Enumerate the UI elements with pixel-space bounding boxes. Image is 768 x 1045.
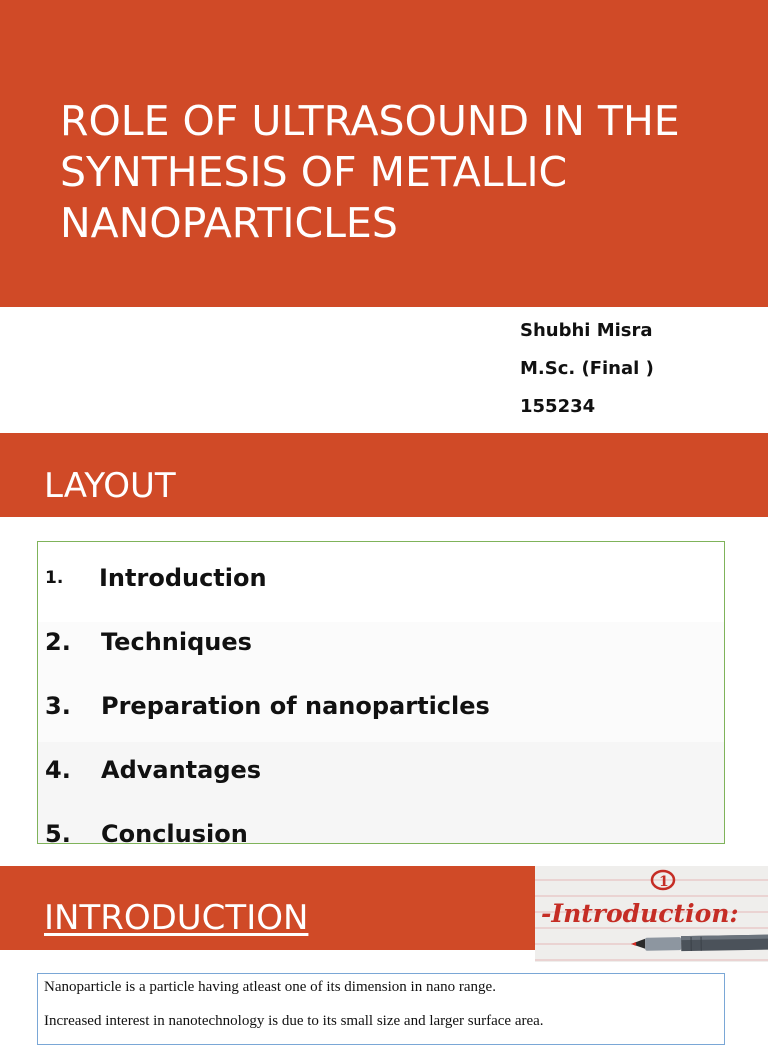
introduction-text-box [37,973,725,1045]
image-caption: -Introduction: [541,899,739,928]
intro-paragraph: Increased interest in nanotechnology is due to its small size and larger surface area. [44,1012,544,1030]
list-item-number: 1. [45,558,63,598]
list-item-number: 4. [45,750,71,790]
author-degree: M.Sc. (Final ) [520,358,654,380]
layout-slide-title: LAYOUT [44,466,176,506]
intro-slide-title: INTRODUCTION [44,898,308,938]
introduction-notebook-image [535,866,768,962]
list-item [45,814,715,844]
list-item-label: Introduction [99,558,267,598]
author-name: Shubhi Misra [520,320,653,342]
list-item-number: 2. [45,622,71,662]
list-item [45,558,715,598]
list-item-label: Conclusion [101,814,248,844]
list-item [45,750,715,790]
author-id: 155234 [520,396,595,418]
list-item [45,622,715,662]
presentation-title: ROLE OF ULTRASOUND IN THE SYNTHESIS OF METALLIC NANOPARTICLES [60,96,740,249]
list-item-number: 5. [45,814,71,844]
layout-list-box [37,541,725,844]
list-item-label: Preparation of nanoparticles [101,686,490,726]
list-item-label: Advantages [101,750,261,790]
list-item-label: Techniques [101,622,252,662]
image-badge: 1 [659,874,669,890]
list-item-number: 3. [45,686,71,726]
intro-paragraph: Nanoparticle is a particle having atleast one of its dimension in nano range. [44,978,496,996]
list-item [45,686,715,726]
